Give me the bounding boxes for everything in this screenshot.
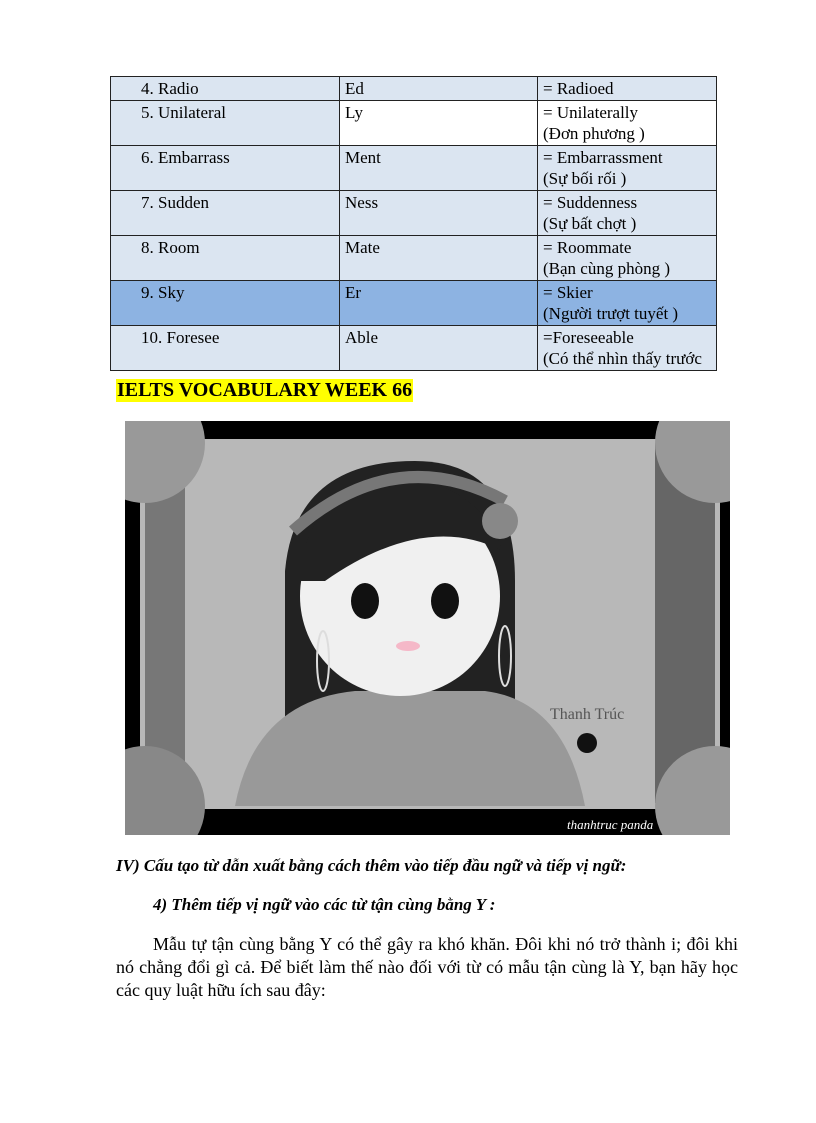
result-word: = Embarrassment [543,148,663,167]
watermark-text: thanhtruc panda [567,817,654,832]
result-word: = Suddenness [543,193,638,212]
result-word: = Roommate [543,238,632,257]
table-row [111,281,717,326]
result-word: =Foreseeable [543,328,634,347]
section-heading: IV) Cấu tạo từ dẫn xuất bằng cách thêm vào tiếp đầu ngữ và tiếp vị ngữ: [116,856,627,875]
meaning-text: (Đơn phương ) [543,124,645,143]
meaning-text: (Sự bất chợt ) [543,214,637,233]
cartoon-girl-image [125,421,730,835]
base-word-cell: 4. Radio [111,77,340,101]
suffix-cell: Able [340,326,538,371]
result-cell [538,236,717,281]
table-row [111,101,717,146]
result-cell [538,326,717,371]
base-word-cell: 9. Sky [111,281,340,326]
suffix-cell: Ness [340,191,538,236]
meaning-text: (Bạn cùng phòng ) [543,259,671,278]
base-word-cell: 10. Foresee [111,326,340,371]
table-row [111,146,717,191]
meaning-text: (Sự bối rối ) [543,169,627,188]
suffix-cell: Er [340,281,538,326]
table-row [111,236,717,281]
result-word: = Unilaterally [543,103,639,122]
base-word-cell: 8. Room [111,236,340,281]
result-word: = Radioed [543,79,614,98]
result-cell [538,191,717,236]
result-cell [538,146,717,191]
result-cell [538,77,717,101]
base-word-cell: 7. Sudden [111,191,340,236]
suffix-cell: Ment [340,146,538,191]
suffix-cell: Ed [340,77,538,101]
body-paragraph: Mẫu tự tận cùng bằng Y có thể gây ra khó khăn. Đôi khi nó trở thành i; đôi khi nó chẳng đổi gì cả. Để biết làm thế nào đối với từ có mẫu tận cùng là Y, bạn hãy học các quy luật hữu ích sau đây: [116,934,738,1000]
suffix-cell: Mate [340,236,538,281]
meaning-text: (Có thể nhìn thấy trước [543,349,702,368]
result-word: = Skier [543,283,593,302]
table-row [111,77,717,101]
suffix-table [110,76,717,371]
base-word-cell: 6. Embarrass [111,146,340,191]
signature-text: Thanh Trúc [550,706,625,723]
table-row [111,191,717,236]
meaning-text: (Người trượt tuyết ) [543,304,679,323]
result-cell [538,101,717,146]
result-cell [538,281,717,326]
page-heading: IELTS VOCABULARY WEEK 66 [117,379,413,401]
base-word-cell: 5. Unilateral [111,101,340,146]
table-row [111,326,717,371]
suffix-cell: Ly [340,101,538,146]
subsection-heading: 4) Thêm tiếp vị ngữ vào các từ tận cùng bằng Y : [153,895,496,914]
